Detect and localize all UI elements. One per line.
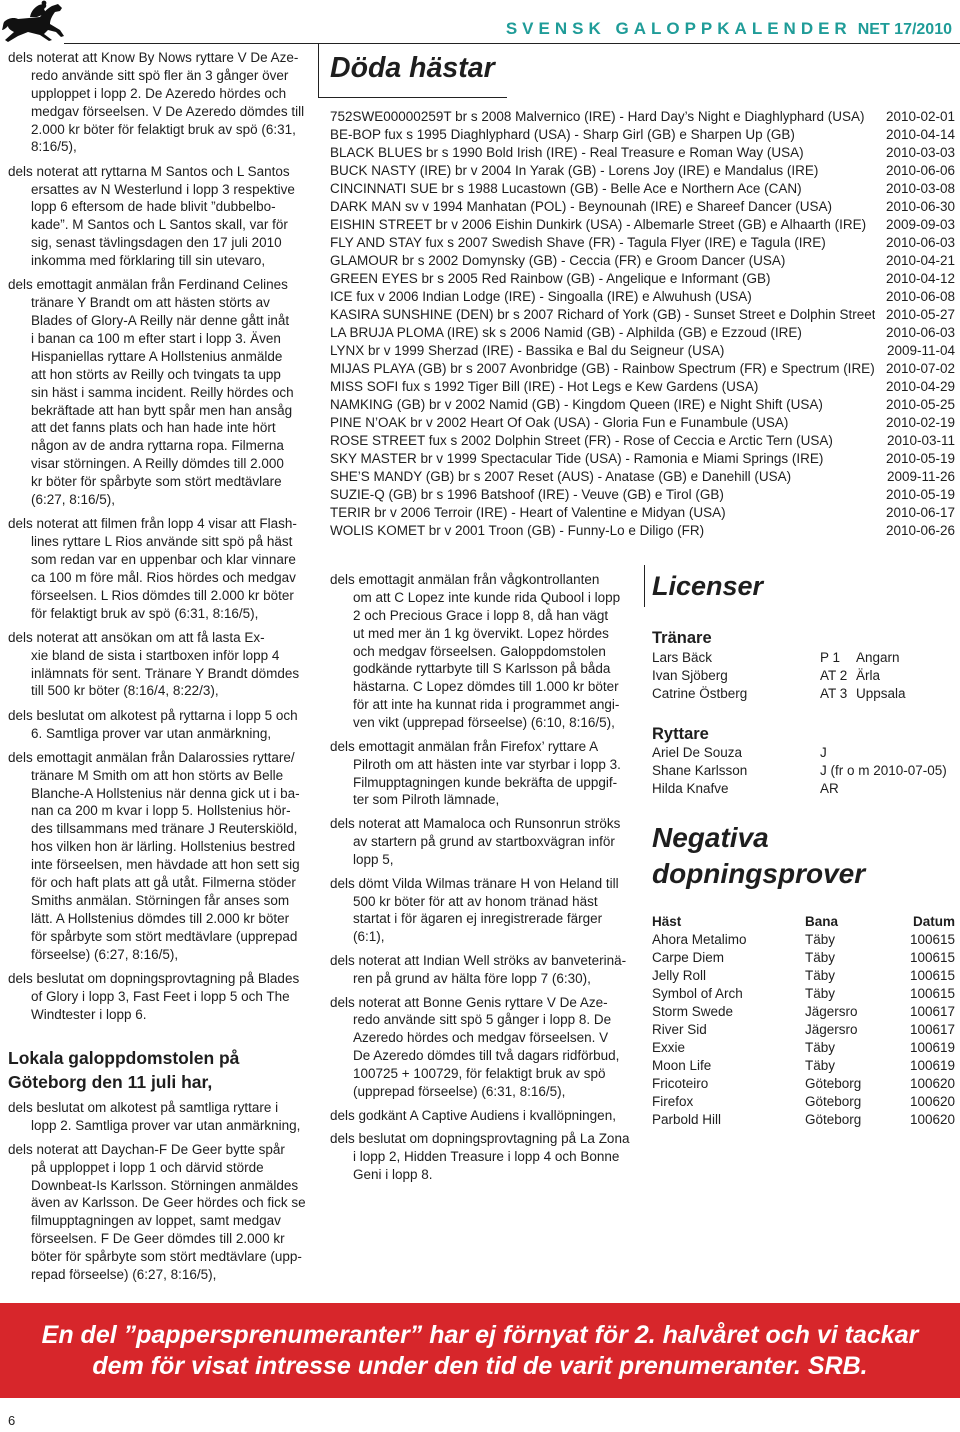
- trainer-location: Uppsala: [856, 686, 906, 701]
- text-line: av startern på grund av startboxvägran inför: [353, 834, 615, 850]
- dead-horse-date: 2010-06-03: [885, 325, 955, 340]
- doping-horse: Fricoteiro: [652, 1076, 709, 1091]
- text-line: inlämnats för sent. Tränare Y Brandt dömdes: [31, 665, 300, 681]
- text-line: lines ryttare L Rios använde sitt spö på häst: [31, 534, 293, 550]
- text-line: dels dömt Vilda Wilmas tränare H von Heland till: [330, 875, 619, 891]
- doping-horse: Moon Life: [652, 1058, 712, 1073]
- text-line: kr böter för spårbyte som stört medtävlare: [31, 474, 282, 490]
- banner-line: En del ”pappersprenumeranter” har ej förnyat för 2. halvåret och vi tackar: [41, 1321, 919, 1349]
- dead-horse-row: [330, 198, 955, 216]
- dead-horse-pedigree: NAMKING (GB) br v 2002 Namid (GB) - Kingdom Queen (IRE) e Night Shift (USA): [330, 397, 823, 412]
- ruling-paragraph: [8, 970, 310, 1024]
- text-line: Hispaniellas ryttare A Hollstenius anmälde: [31, 348, 283, 364]
- text-line: lopp 2. Samtliga prover var utan anmärkning,: [31, 1117, 301, 1133]
- rider-row: [652, 780, 955, 798]
- rider-name: Ariel De Souza: [652, 745, 743, 760]
- dead-horse-pedigree: MIJAS PLAYA (GB) br s 2007 Avonbridge (GB) - Rainbow Spectrum (FR) e Spectrum (IRE): [330, 361, 875, 376]
- trainer-row: [652, 667, 955, 685]
- text-line: inte förseelsen, men hävdade att hon sett sig: [31, 857, 300, 873]
- text-line: dels noterat att Indian Well ströks av banveterinä-: [330, 953, 627, 968]
- text-line: hästarna. C Lopez dömdes till 1.000 kr böter: [353, 679, 619, 695]
- text-line: kade”. M Santos och L Santos skall, var för: [31, 217, 288, 233]
- dead-horse-pedigree: DARK MAN sv v 1994 Manhatan (POL) - Beynounah (IRE) e Shareef Dancer (USA): [330, 199, 832, 214]
- text-line: redo använde sitt spö fler än 3 gånger över: [31, 67, 289, 83]
- text-line: De Azeredo dömdes till två dagars ridförbud,: [353, 1048, 620, 1064]
- doping-table-row: [652, 1039, 955, 1057]
- text-line: för felaktigt bruk av spö (6:31, 8:16/5),: [31, 605, 259, 621]
- ruling-paragraph: [330, 1130, 642, 1184]
- dead-horse-date: 2010-05-27: [885, 307, 955, 322]
- riders-heading: Ryttare: [652, 725, 709, 743]
- text-line: 6. Samtliga prover var utan anmärkning,: [31, 725, 272, 741]
- dead-horse-pedigree: SHE’S MANDY (GB) br s 2007 Reset (AUS) - Anatase (GB) e Danehill (USA): [330, 469, 792, 484]
- doping-table-row: [652, 967, 955, 985]
- ruling-paragraph: [8, 629, 310, 701]
- trainer-row: [652, 685, 955, 703]
- dead-horse-row: [330, 414, 955, 432]
- text-line: (6:27, 8:16/5),: [31, 491, 116, 507]
- doping-horse: Jelly Roll: [652, 968, 707, 983]
- dead-horse-pedigree: LYNX br v 1999 Sherzad (IRE) - Bassika e Bal du Seigneur (USA): [330, 343, 725, 358]
- ruling-paragraph: [330, 952, 642, 988]
- trainer-row: [652, 649, 955, 667]
- section-heading-line: Göteborg den 11 juli har,: [8, 1072, 213, 1092]
- text-line: dels beslutat om dopningsprovtagning på Blades: [8, 970, 300, 986]
- text-line: inkomma med förklaring till sin utevaro,: [31, 253, 266, 269]
- text-line: medgav förseelsen. V De Azeredo dömdes till: [31, 103, 305, 119]
- ruling-paragraph: [8, 707, 310, 743]
- left-column-rulings: [8, 49, 310, 1030]
- dead-horse-row: [330, 180, 955, 198]
- license-class: AT 3: [820, 686, 848, 701]
- text-line: repad förseelse) (6:27, 8:16/5),: [31, 1267, 217, 1283]
- doping-date: 100617: [909, 1022, 955, 1037]
- doping-date: 100620: [909, 1112, 955, 1127]
- doping-track: Göteborg: [805, 1112, 862, 1127]
- dead-horse-row: [330, 522, 955, 540]
- dead-horse-pedigree: MISS SOFI fux s 1992 Tiger Bill (IRE) - Hot Legs e Kew Gardens (USA): [330, 379, 759, 394]
- dead-horse-pedigree: WOLIS KOMET br v 2001 Troon (GB) - Funny-Lo e Diligo (FR): [330, 523, 705, 538]
- text-line: att det fanns plats och han hade inte hört: [31, 420, 276, 436]
- dead-horse-date: 2010-06-26: [885, 523, 955, 538]
- dead-horse-date: 2010-07-02: [885, 361, 955, 376]
- dead-horse-row: [330, 378, 955, 396]
- dead-horse-row: [330, 324, 955, 342]
- text-line: dels noterat att Know By Nows ryttare V De Aze-: [8, 50, 299, 65]
- doping-track: Jägersro: [805, 1022, 858, 1037]
- text-line: tränare M Smith om att hon störts av Belle: [31, 767, 284, 783]
- dead-horse-row: [330, 108, 955, 126]
- doping-title-line: dopningsprover: [652, 858, 866, 889]
- dead-horse-date: 2010-04-21: [885, 253, 955, 268]
- dead-horse-pedigree: BLACK BLUES br s 1990 Bold Irish (IRE) - Real Treasure e Roman Way (USA): [330, 145, 804, 160]
- text-line: hos vilken hon är lärling. Hollstenius bestred: [31, 839, 296, 855]
- dead-horse-date: 2010-04-12: [885, 271, 955, 286]
- doping-date: 100620: [909, 1094, 955, 1109]
- doping-title-line: Negativa: [652, 822, 769, 853]
- dead-horse-row: [330, 486, 955, 504]
- dead-horse-row: [330, 360, 955, 378]
- text-line: ven vikt (upprepad förseelse) (6:10, 8:16/5),: [353, 715, 615, 731]
- doping-horse: Firefox: [652, 1094, 694, 1109]
- text-line: dels godkänt A Captive Audiens i kvallöpningen,: [330, 1107, 616, 1123]
- trainer-location: Angarn: [856, 650, 900, 665]
- dead-horse-date: 2010-03-08: [885, 181, 955, 196]
- column-header-track: Bana: [805, 914, 839, 929]
- dead-horse-row: [330, 396, 955, 414]
- license-class: P 1: [820, 650, 841, 665]
- dead-horse-row: [330, 252, 955, 270]
- doping-horse: River Sid: [652, 1022, 707, 1037]
- doping-date: 100619: [909, 1058, 955, 1073]
- section-frame: [644, 565, 645, 607]
- text-line: dels beslutat om dopningsprovtagning på La Zona: [330, 1131, 630, 1147]
- text-line: ut med mer än 1 kg övervikt. Lopez hördes: [353, 625, 609, 641]
- text-line: någon av de andra ryttarna ropa. Filmerna: [31, 438, 284, 454]
- text-line: 100725 + 100729, för felaktigt bruk av spö: [353, 1066, 606, 1082]
- rider-row: [652, 744, 955, 762]
- riders-list: [652, 744, 955, 798]
- licenses-title: Licenser: [652, 571, 764, 601]
- horse-and-jockey-icon: [0, 0, 66, 48]
- dead-horse-pedigree: LA BRUJA PLOMA (IRE) sk s 2006 Namid (GB) - Alphilda (GB) e Ezzoud (IRE): [330, 325, 802, 340]
- text-line: i lopp 2, Hidden Treasure i lopp 4 och Bonne: [353, 1149, 620, 1165]
- text-line: Azeredo hördes och medgav förseelsen. V: [353, 1030, 609, 1046]
- text-line: Pilroth om att hästen inte var styrbar i lopp 3.: [353, 756, 621, 772]
- text-line: lopp 5,: [353, 851, 394, 867]
- doping-horse: Carpe Diem: [652, 950, 725, 965]
- text-line: på upploppet i lopp 1 och därvid störde: [31, 1159, 264, 1175]
- section-heading: [8, 1046, 239, 1094]
- rider-name: Hilda Knafve: [652, 781, 729, 796]
- dead-horse-row: [330, 450, 955, 468]
- doping-track: Jägersro: [805, 1004, 858, 1019]
- dead-horses-title: Döda hästar: [330, 52, 495, 84]
- dead-horse-row: [330, 126, 955, 144]
- dead-horse-date: 2010-06-06: [885, 163, 955, 178]
- text-line: Windtester i lopp 6.: [31, 1006, 147, 1022]
- trainer-location: Ärla: [856, 668, 881, 683]
- dead-horse-row: [330, 306, 955, 324]
- dead-horse-row: [330, 216, 955, 234]
- text-line: Blanche-A Hollstenius när denna gick ut i ba-: [31, 785, 300, 801]
- ruling-paragraph: [330, 571, 642, 732]
- ruling-paragraph: [330, 875, 642, 947]
- doping-track: Göteborg: [805, 1094, 862, 1109]
- dead-horse-row: [330, 234, 955, 252]
- text-line: visar störningen. A Reilly dömdes till 2.000: [31, 456, 284, 472]
- dead-horse-pedigree: FLY AND STAY fux s 2007 Swedish Shave (FR) - Tagula Flyer (IRE) e Tagula (IRE): [330, 235, 826, 250]
- doping-table-row: [652, 949, 955, 967]
- doping-date: 100620: [909, 1076, 955, 1091]
- dead-horse-row: [330, 432, 955, 450]
- text-line: till 500 kr böter (8:16/4, 8:22/3),: [31, 683, 219, 699]
- text-line: Downbeat-Is Karlsson. Störningen anmäldes: [31, 1177, 299, 1193]
- doping-table-row: [652, 1093, 955, 1111]
- text-line: xie bland de sista i startboxen inför lopp 4: [31, 647, 280, 663]
- text-line: des tillsammans med tränare J Reuterskiöld,: [31, 821, 298, 837]
- license-class: AR: [820, 781, 839, 796]
- trainers-heading: Tränare: [652, 629, 712, 647]
- dead-horse-pedigree: PINE N’OAK br v 2002 Heart Of Oak (USA) - Gloria Fun e Funambule (USA): [330, 415, 789, 430]
- text-line: 8:16/5),: [31, 139, 77, 155]
- doping-horse: Ahora Metalimo: [652, 932, 747, 947]
- column-header-horse: Häst: [652, 914, 682, 929]
- text-line: (upprepad förseelse) (6:31, 8:16/5),: [353, 1084, 566, 1100]
- ruling-paragraph: [8, 163, 310, 270]
- text-line: för och haft plats att gå utåt. Filmerna stöder: [31, 874, 296, 890]
- text-line: tränare Y Brandt om att hästen störts av: [31, 295, 270, 311]
- dead-horse-pedigree: BE-BOP fux s 1995 Diaghlyphard (USA) - Sharp Girl (GB) e Sharpen Up (GB): [330, 127, 795, 142]
- doping-table-row: [652, 1057, 955, 1075]
- dead-horse-date: 2009-11-04: [886, 343, 955, 358]
- ruling-paragraph: [330, 815, 642, 869]
- text-line: och medgav förseelsen. Galoppdomstolen: [353, 643, 606, 659]
- text-line: 2.000 kr böter för felaktigt bruk av spö (6:31,: [31, 121, 296, 137]
- text-line: dels beslutat om alkotest på ryttarna i lopp 5 och: [8, 707, 298, 723]
- text-line: Geni i lopp 8.: [353, 1167, 433, 1183]
- doping-title: [652, 820, 865, 892]
- doping-table-row: [652, 1111, 955, 1129]
- text-line: ca 100 m före mål. Rios hördes och medgav: [31, 569, 296, 585]
- dead-horse-date: 2010-06-08: [885, 289, 955, 304]
- dead-horse-pedigree: KASIRA SUNSHINE (DEN) br s 2007 Richard of York (GB) - Sunset Street e Dolphin Street: [330, 307, 875, 322]
- doping-track: Täby: [805, 968, 836, 983]
- license-class: AT 2: [820, 668, 848, 683]
- gothenburg-rulings: [8, 1099, 310, 1290]
- doping-track: Göteborg: [805, 1076, 862, 1091]
- dead-horse-date: 2010-05-19: [885, 487, 955, 502]
- text-line: startat i för ägaren ej inregistrerade färger: [353, 911, 603, 927]
- doping-horse: Parbold Hill: [652, 1112, 722, 1127]
- dead-horse-row: [330, 468, 955, 486]
- section-heading-line: Lokala galoppdomstolen på: [8, 1048, 240, 1068]
- text-line: även av Karlsson. De Geer hördes och fick se: [31, 1195, 306, 1211]
- text-line: dels noterat att filmen från lopp 4 visar att Flash-: [8, 516, 297, 532]
- ruling-paragraph: [8, 1141, 310, 1284]
- text-line: att hon störts av Reilly och tvingats ta upp: [31, 366, 281, 382]
- text-line: dels noterat att Mamaloca och Runsonrun ströks: [330, 816, 621, 832]
- doping-horse: Exxie: [652, 1040, 686, 1055]
- dead-horse-date: 2010-06-03: [885, 235, 955, 250]
- dead-horse-row: [330, 162, 955, 180]
- doping-date: 100617: [909, 1004, 955, 1019]
- text-line: för att inte ha kunnat rida i programmet angi-: [353, 697, 620, 713]
- dead-horse-date: 2010-04-14: [885, 127, 955, 142]
- doping-date: 100615: [909, 986, 955, 1001]
- dead-horse-date: 2010-04-29: [885, 379, 955, 394]
- dead-horse-pedigree: ROSE STREET fux s 2002 Dolphin Street (FR) - Rose of Ceccia e Arctic Tern (USA): [330, 433, 833, 448]
- text-line: lopp 6 eftersom de hade blivit ”dubbelbo-: [31, 199, 276, 215]
- rider-row: [652, 762, 955, 780]
- ruling-paragraph: [8, 49, 310, 156]
- doping-track: Täby: [805, 950, 836, 965]
- dead-horse-row: [330, 288, 955, 306]
- text-line: dels emottagit anmälan från Dalarossies ryttare/: [8, 749, 295, 765]
- dead-horse-pedigree: EISHIN STREET br v 2006 Eishin Dunkirk (USA) - Albemarle Street (GB) e Alhaarth (IRE): [330, 217, 867, 232]
- dead-horse-pedigree: ICE fux v 2006 Indian Lodge (IRE) - Singoalla (IRE) e Alwuhush (USA): [330, 289, 752, 304]
- page-number: 6: [8, 1413, 16, 1428]
- text-line: dels emottagit anmälan från Firefox’ ryttare A: [330, 738, 599, 754]
- ruling-paragraph: [8, 276, 310, 509]
- doping-date: 100615: [909, 968, 955, 983]
- text-line: filmupptagningen av loppet, samt medgav: [31, 1213, 281, 1229]
- dead-horse-pedigree: SKY MASTER br v 1999 Spectacular Tide (USA) - Ramonia e Miami Springs (IRE): [330, 451, 824, 466]
- text-line: ersattes av N Westerlund i lopp 3 respektive: [31, 181, 295, 197]
- text-line: nan ca 200 m kvar i lopp 5. Hollstenius hör-: [31, 803, 291, 819]
- doping-table-row: [652, 931, 955, 949]
- trainers-list: [652, 649, 955, 703]
- doping-track: Täby: [805, 986, 836, 1001]
- license-class: J (fr o m 2010-07-05): [820, 763, 947, 778]
- dead-horse-pedigree: BUCK NASTY (IRE) br v 2004 In Yarak (GB) - Lorens Joy (IRE) e Mandalus (IRE): [330, 163, 819, 178]
- dead-horse-row: [330, 504, 955, 522]
- text-line: böter för spårbyte som stört medtävlare (upp-: [31, 1249, 302, 1265]
- trainer-name: Lars Bäck: [652, 650, 713, 665]
- doping-table-row: [652, 1075, 955, 1093]
- dead-horse-pedigree: TERIR br v 2006 Terroir (IRE) - Heart of Valentine e Midyan (USA): [330, 505, 726, 520]
- rider-name: Shane Karlsson: [652, 763, 748, 778]
- dead-horse-date: 2010-03-11: [886, 433, 955, 448]
- text-line: om att C Lopez inte kunde rida Qubool i lopp: [353, 589, 621, 605]
- dead-horse-row: [330, 270, 955, 288]
- dead-horse-date: 2010-02-01: [885, 109, 955, 124]
- dead-horse-date: 2009-09-03: [885, 217, 955, 232]
- text-line: förseelsen. L Rios dömdes till 2.000 kr böter: [31, 587, 294, 603]
- text-line: Smiths anmälan. Störningen får anses som: [31, 892, 290, 908]
- text-line: för spårbyte som stört medtävlare (upprepad: [31, 928, 298, 944]
- text-line: Blades of Glory-A Reilly när denne gått inåt: [31, 313, 290, 329]
- dead-horse-date: 2010-06-30: [885, 199, 955, 214]
- ruling-paragraph: [8, 749, 310, 964]
- trainer-name: Ivan Sjöberg: [652, 668, 728, 683]
- text-line: (6:1),: [353, 929, 385, 945]
- dead-horse-date: 2010-05-19: [885, 451, 955, 466]
- doping-horse: Symbol of Arch: [652, 986, 743, 1001]
- text-line: dels noterat att ryttarna M Santos och L Santos: [8, 163, 290, 179]
- text-line: förseelsen. F De Geer dömdes till 2.000 kr: [31, 1231, 285, 1247]
- doping-track: Täby: [805, 932, 836, 947]
- text-line: i banan ca 100 m efter start i lopp 3. Även: [31, 330, 281, 346]
- doping-table-row: [652, 985, 955, 1003]
- text-line: of Glory i lopp 3, Fast Feet i lopp 5 och The: [31, 988, 290, 1004]
- magazine-name: SVENSK GALOPPKALENDER: [505, 19, 852, 38]
- doping-table-header: [652, 913, 955, 931]
- dead-horse-pedigree: 752SWE00000259T br s 2008 Malvernico (IRE) - Hard Day’s Night e Diaghlyphard (USA): [330, 109, 865, 124]
- text-line: dels noterat att Daychan-F De Geer bytte spår: [8, 1141, 285, 1157]
- dead-horse-pedigree: GREEN EYES br s 2005 Red Rainbow (GB) - Angelique e Informant (GB): [330, 271, 771, 286]
- text-line: bekräftade att han bytt spår men han ansåg: [31, 402, 293, 418]
- doping-horse: Storm Swede: [652, 1004, 734, 1019]
- text-line: förseelse) (6:27, 8:16/5),: [31, 946, 179, 962]
- dead-horse-date: 2010-06-17: [885, 505, 955, 520]
- text-line: ren på grund av hälta före lopp 7 (6:30),: [353, 970, 591, 986]
- text-line: dels emottagit anmälan från vågkontrollanten: [330, 572, 600, 587]
- doping-table: [652, 913, 955, 1129]
- doping-track: Täby: [805, 1058, 836, 1073]
- license-class: J: [820, 745, 827, 760]
- text-line: sin häst i samma incident. Reilly hördes och: [31, 384, 294, 400]
- dead-horse-date: 2010-03-03: [885, 145, 955, 160]
- ruling-paragraph: [330, 994, 642, 1101]
- banner-line: dem för visat intresse under den tid de varit prenumeranter. SRB.: [92, 1352, 868, 1380]
- text-line: som redan var en uppenbar och klar vinnare: [31, 551, 296, 567]
- dead-horse-date: 2010-05-25: [885, 397, 955, 412]
- text-line: dels noterat att ansökan om att få lasta Ex-: [8, 629, 265, 645]
- doping-table-row: [652, 1003, 955, 1021]
- text-line: Filmupptagningen kunde bekräfta de uppgif-: [353, 774, 618, 790]
- ruling-paragraph: [8, 515, 310, 622]
- text-line: dels emottagit anmälan från Ferdinand Celines: [8, 277, 288, 293]
- dead-horse-pedigree: GLAMOUR br s 2002 Domynsky (GB) - Ceccia (FR) e Groom Dancer (USA): [330, 253, 786, 268]
- doping-table-row: [652, 1021, 955, 1039]
- text-line: lätt. A Hollstenius dömdes till 2.000 kr böter: [31, 910, 290, 926]
- text-line: dels noterat att Bonne Genis ryttare V De Aze-: [330, 994, 608, 1010]
- subscriber-notice-banner: [0, 1303, 960, 1398]
- dead-horse-date: 2010-02-19: [885, 415, 955, 430]
- dead-horse-pedigree: CINCINNATI SUE br s 1988 Lucastown (GB) - Belle Ace e Northern Ace (CAN): [330, 181, 802, 196]
- doping-date: 100619: [909, 1040, 955, 1055]
- header-rule: [64, 43, 960, 44]
- text-line: ter som Pilroth lämnade,: [353, 792, 500, 808]
- text-line: upploppet i lopp 2. De Azeredo hördes och: [31, 85, 287, 101]
- column-header-date: Datum: [912, 914, 955, 929]
- ruling-paragraph: [330, 1107, 642, 1125]
- masthead: [506, 19, 952, 39]
- dead-horse-date: 2009-11-26: [886, 469, 955, 484]
- doping-date: 100615: [909, 950, 955, 965]
- dead-horses-list: [330, 108, 955, 540]
- text-line: dels beslutat om alkotest på samtliga ryttare i: [8, 1100, 279, 1115]
- dead-horse-row: [330, 144, 955, 162]
- text-line: redo använde sitt spö 5 gånger i lopp 8. De: [353, 1012, 612, 1028]
- doping-track: Täby: [805, 1040, 836, 1055]
- doping-date: 100615: [909, 932, 955, 947]
- text-line: godkände ryttarbyte till S Karlsson på båda: [353, 661, 611, 677]
- text-line: 2 och Precious Grace i lopp 8, då han vägt: [353, 607, 609, 623]
- issue-number: NET 17/2010: [857, 21, 952, 38]
- middle-column-rulings: [330, 571, 642, 1190]
- trainer-name: Catrine Östberg: [652, 686, 748, 701]
- ruling-paragraph: [8, 1099, 310, 1135]
- ruling-paragraph: [330, 738, 642, 810]
- text-line: 500 kr böter för att av honom tränad häst: [353, 893, 598, 909]
- dead-horse-pedigree: SUZIE-Q (GB) br s 1996 Batshoof (IRE) - Veuve (GB) e Tirol (GB): [330, 487, 724, 502]
- text-line: sig, senast tävlingsdagen den 17 juli 2010: [31, 235, 282, 251]
- dead-horse-row: [330, 342, 955, 360]
